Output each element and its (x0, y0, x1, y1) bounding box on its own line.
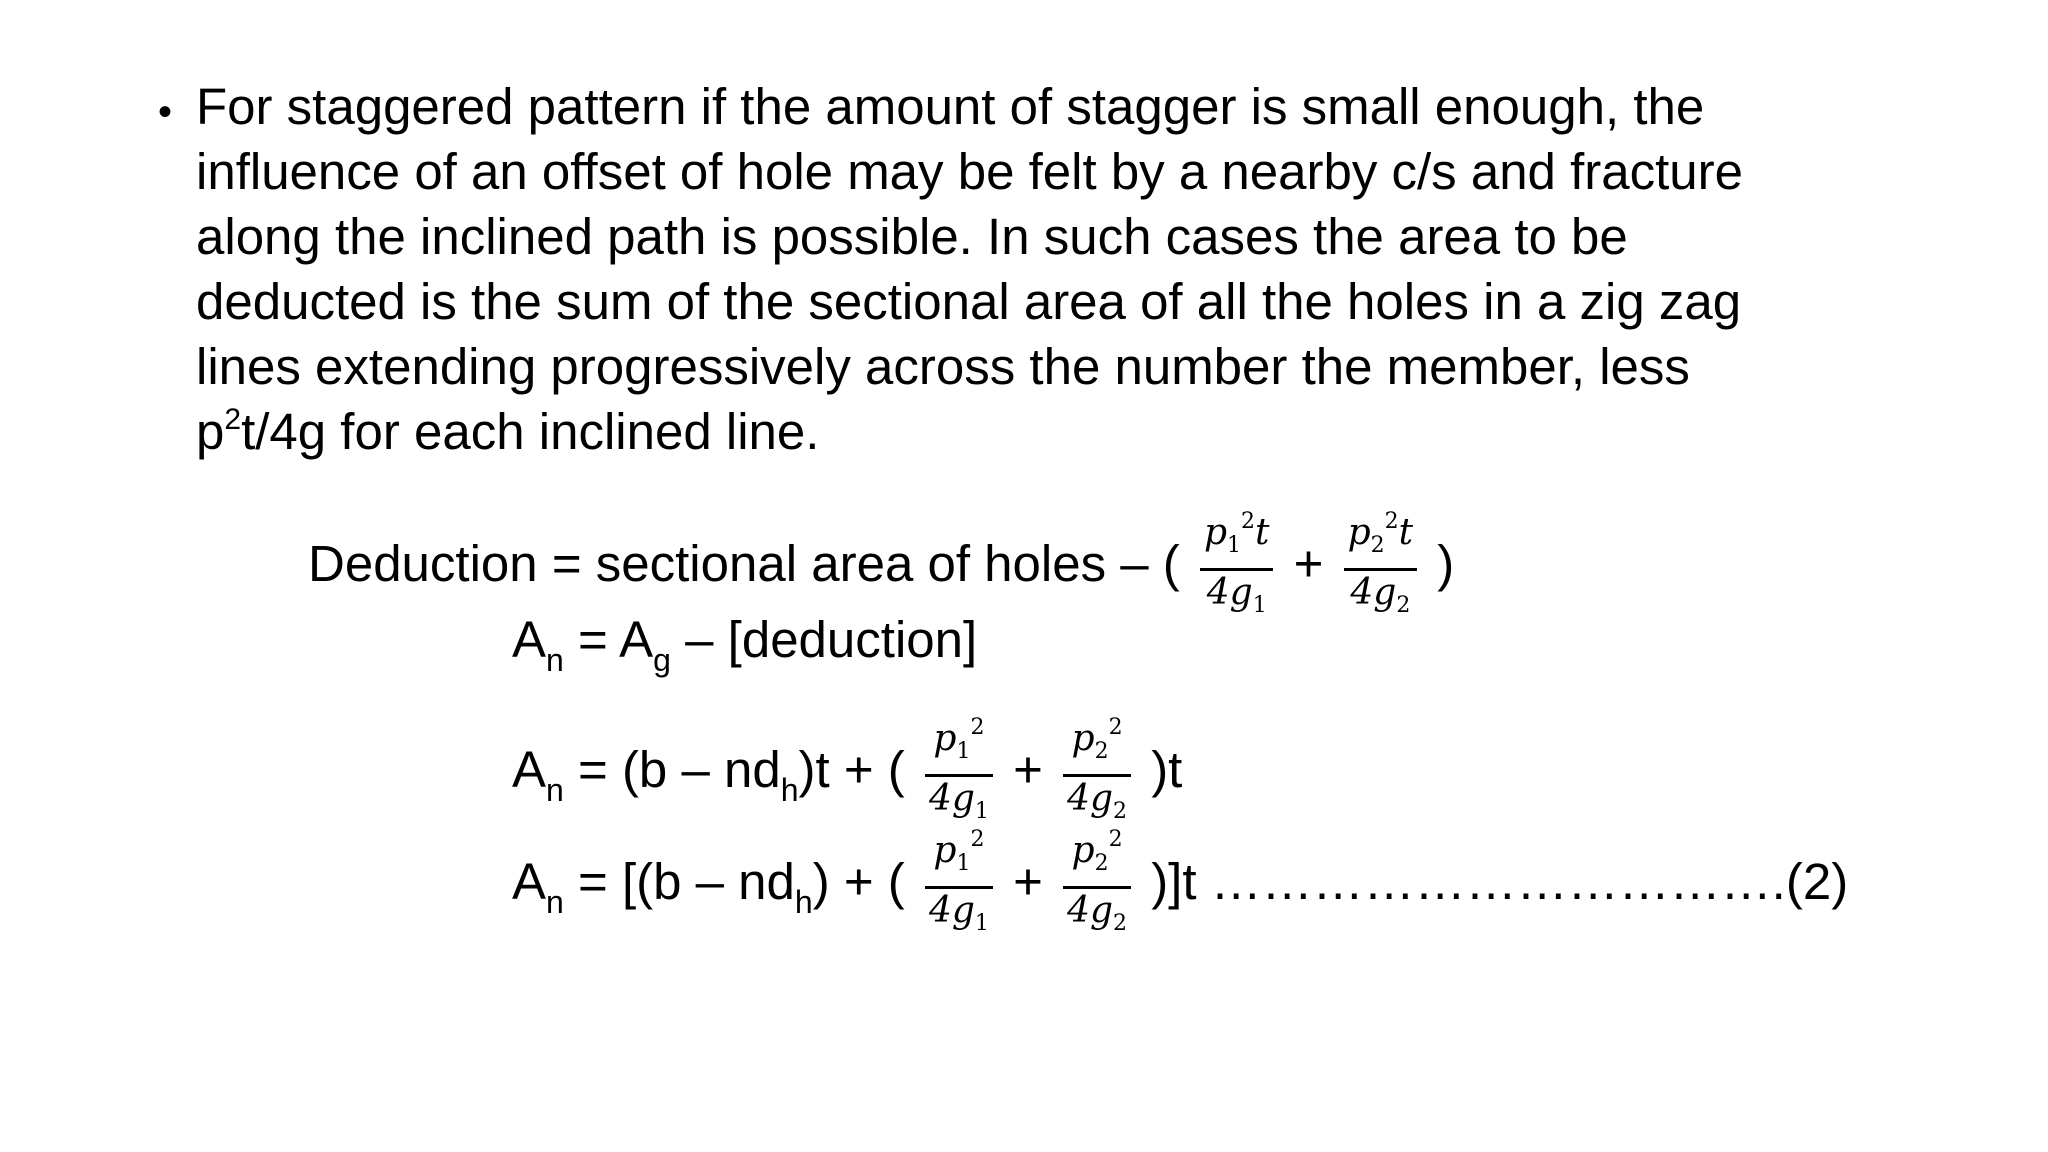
equation-tail-number: )]t …………………………….(2) (1151, 853, 1849, 910)
bullet-line-last (196, 399, 1916, 464)
bullet-point-icon: • (158, 90, 173, 134)
fraction-numerator: $p_1^2$ (925, 818, 993, 889)
fraction-p1-over-4g1 (925, 818, 993, 946)
equation-prefix: $A_n = (b - nd_h)t$ + ( (512, 741, 905, 808)
fraction-numerator: $p_2^2$ (1063, 706, 1131, 777)
equation-prefix: $A_n = [(b - nd_h)$ + ( (512, 853, 905, 920)
bullet-line: deducted is the sum of the sectional area of all the holes in a zig zag (196, 273, 1742, 330)
closing-paren: ) (1437, 535, 1455, 592)
bullet-line: influence of an offset of hole may be felt by a nearby c/s and fracture (196, 143, 1743, 200)
exponent: 2 (224, 403, 242, 436)
bullet-line: lines extending progressively across the number the member, less (196, 338, 1690, 395)
fraction-p1-over-4g1 (1200, 500, 1274, 628)
plus-sign: + (1013, 741, 1043, 798)
deduction-lhs: Deduction = sectional area of holes – ( (308, 535, 1180, 592)
fraction-denominator: $4g_2$ (1067, 778, 1128, 824)
fraction-p1-over-4g1 (925, 706, 993, 834)
fraction-denominator: $4g_1$ (928, 890, 989, 936)
closing-paren: )t (1151, 741, 1183, 798)
fraction-numerator: $p_1^2t$ (1200, 500, 1274, 571)
fraction-p2-over-4g2 (1063, 818, 1131, 946)
plus-sign: + (1293, 535, 1324, 592)
fraction-denominator: $4g_1$ (928, 778, 989, 824)
fraction-denominator: $4g_2$ (1350, 572, 1411, 618)
net-area-equation-1: $A_n = A_g$ – [deduction] (512, 611, 978, 678)
bullet-line-rest: t/4g for each inclined line. (241, 403, 820, 460)
fraction-p2-over-4g2 (1063, 706, 1131, 834)
fraction-denominator: $4g_1$ (1206, 572, 1267, 618)
bullet-line: For staggered pattern if the amount of stagger is small enough, the (196, 78, 1705, 135)
deduction-equation (308, 500, 1454, 628)
bullet-paragraph (196, 74, 1916, 464)
p-symbol: p (196, 403, 225, 460)
fraction-p2-over-4g2 (1344, 500, 1418, 628)
fraction-numerator: $p_2^2t$ (1344, 500, 1418, 571)
fraction-numerator: $p_2^2$ (1063, 818, 1131, 889)
net-area-equation-3 (512, 818, 1848, 946)
bullet-line: along the inclined path is possible. In such cases the area to be (196, 208, 1628, 265)
fraction-numerator: $p_1^2$ (925, 706, 993, 777)
fraction-denominator: $4g_2$ (1067, 890, 1128, 936)
plus-sign: + (1013, 853, 1043, 910)
net-area-equation-2 (512, 706, 1182, 834)
